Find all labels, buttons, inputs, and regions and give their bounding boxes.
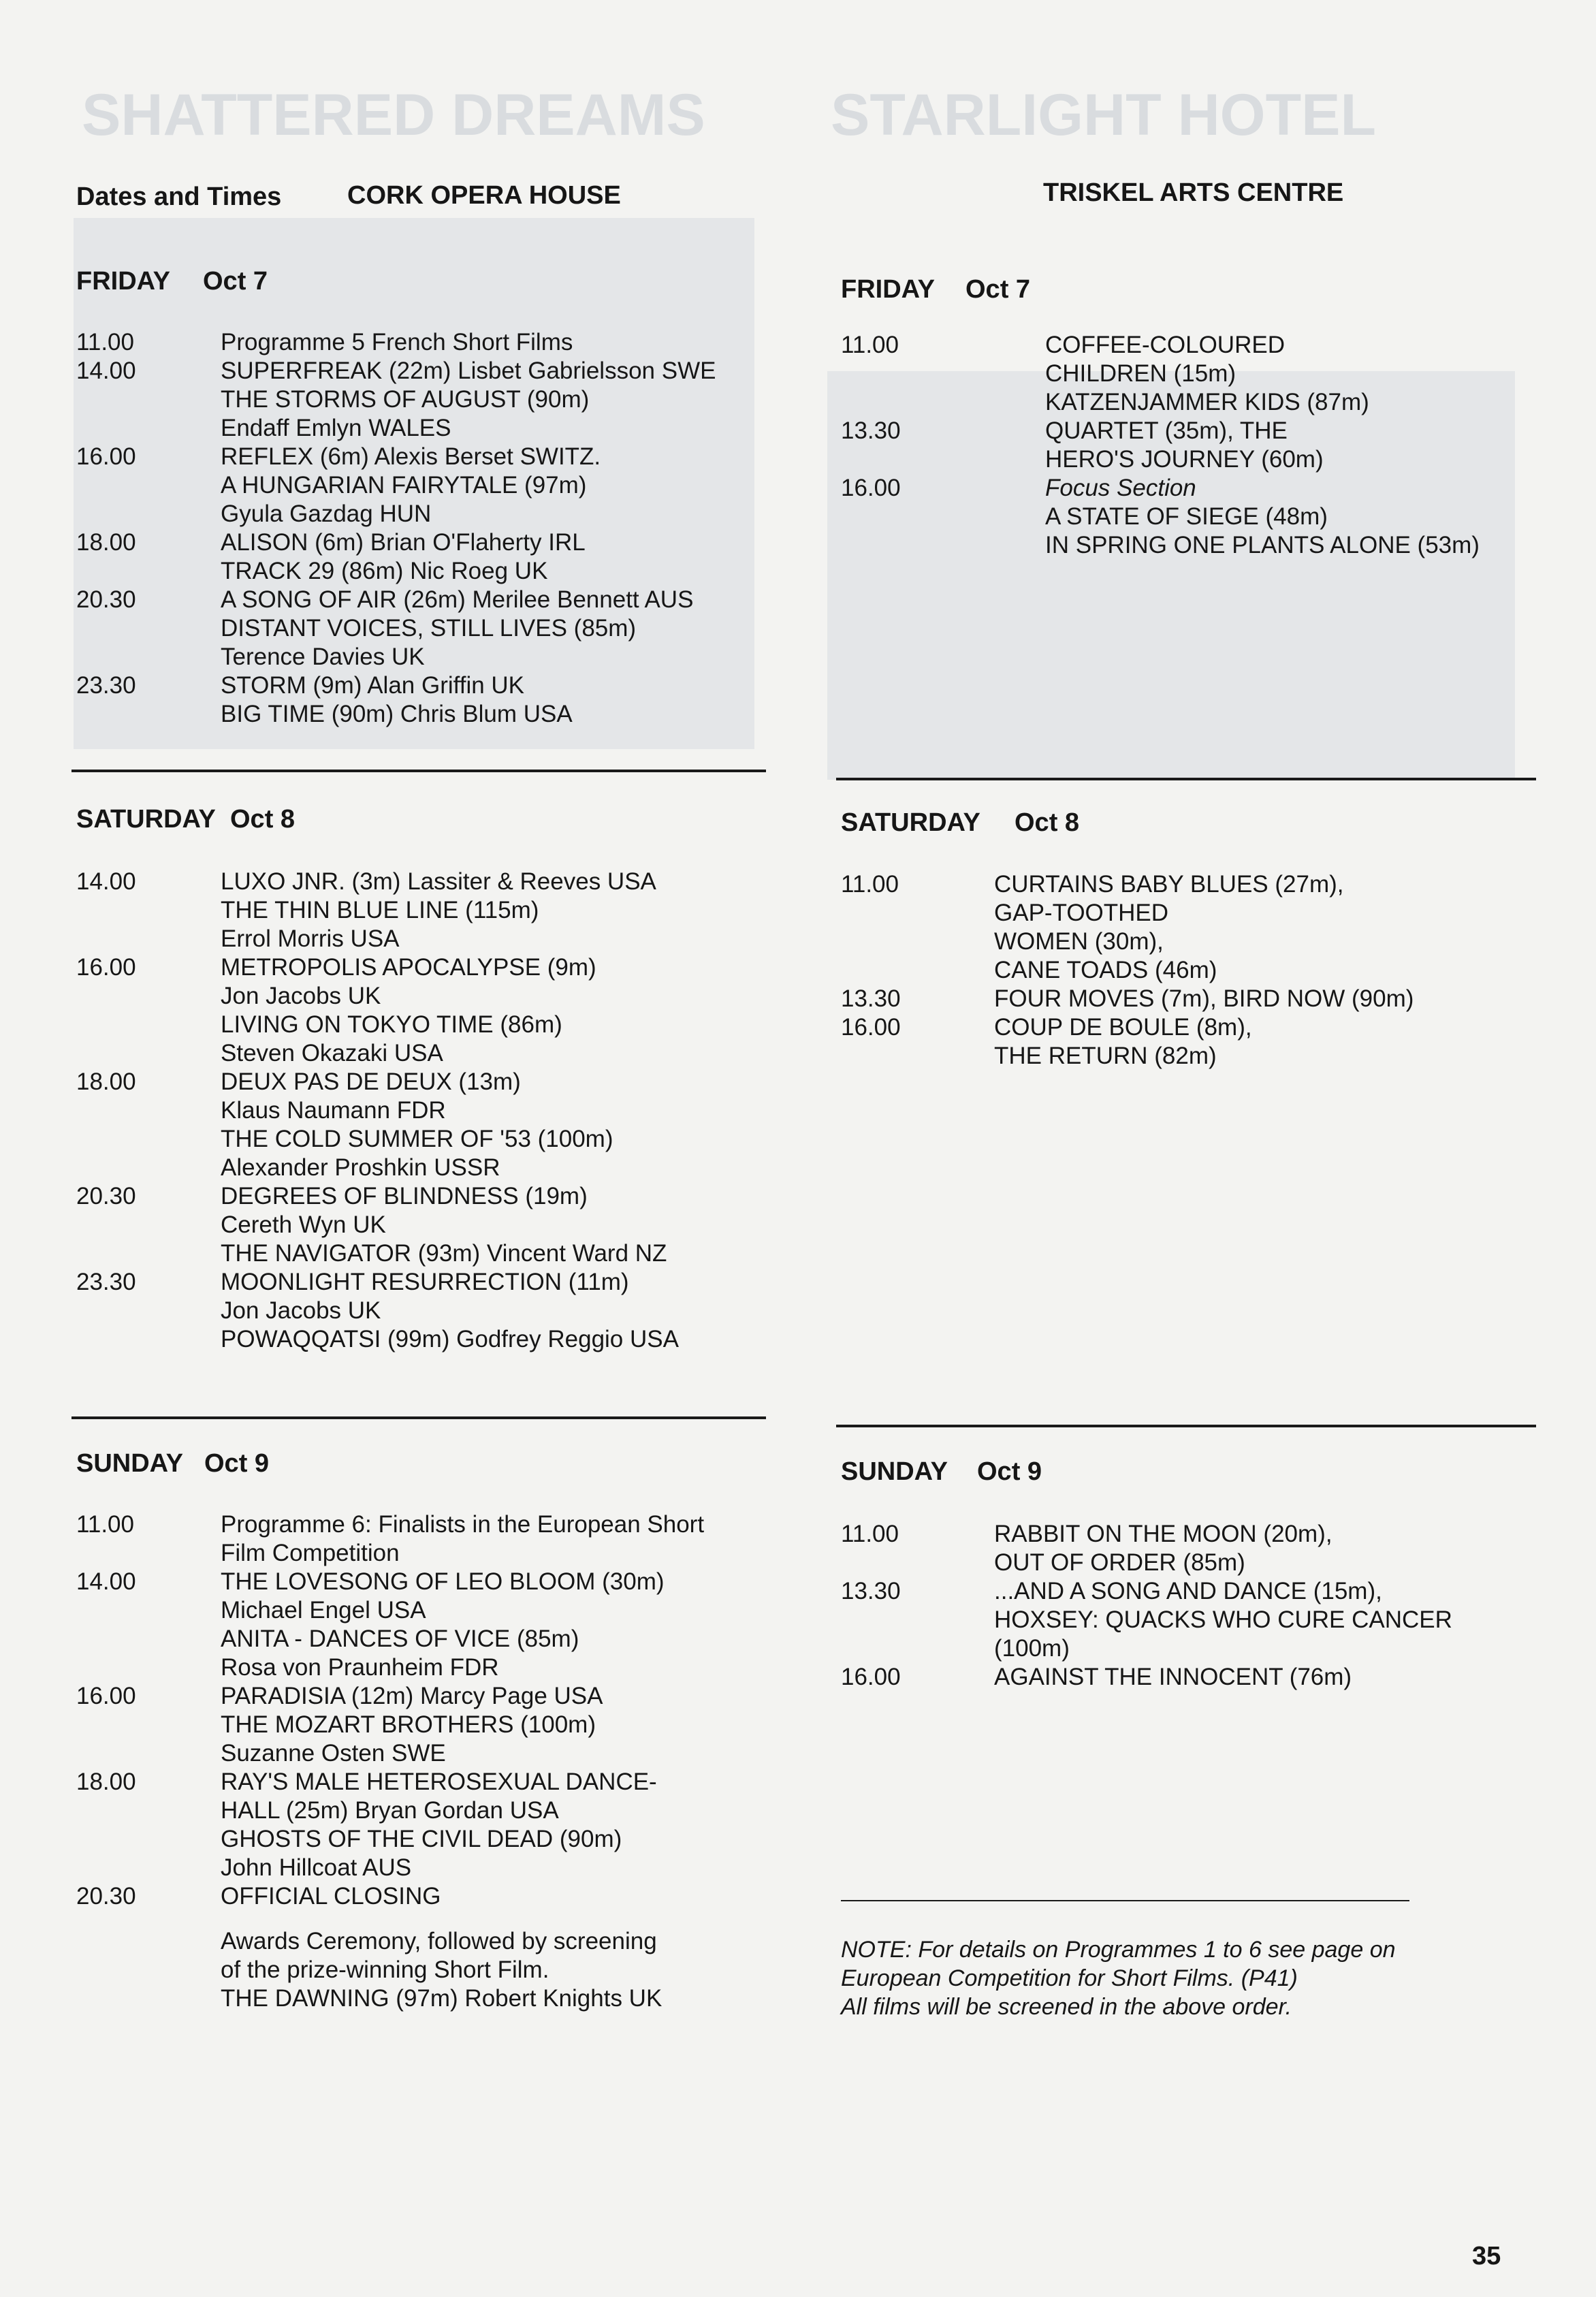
entry-line: THE THIN BLUE LINE (115m) xyxy=(221,897,539,923)
entry-line: THE RETURN (82m) xyxy=(994,1043,1217,1069)
venue-triskel-arts-centre: TRISKEL ARTS CENTRE xyxy=(1043,178,1344,207)
schedule-entry xyxy=(76,1568,757,1682)
schedule-entry xyxy=(76,1068,757,1182)
entry-line: RABBIT ON THE MOON (20m), xyxy=(994,1521,1332,1547)
schedule-entry xyxy=(841,985,1522,1013)
entry-line: Cereth Wyn UK xyxy=(221,1211,386,1238)
entry-line: (100m) xyxy=(994,1635,1070,1662)
entry-line: Rosa von Praunheim FDR xyxy=(221,1654,499,1681)
entry-line: METROPOLIS APOCALYPSE (9m) xyxy=(221,954,596,981)
entry-time: 23.30 xyxy=(76,672,136,699)
entry-line: Steven Okazaki USA xyxy=(221,1040,443,1066)
right-saturday-label: SATURDAY xyxy=(841,808,980,837)
entry-line: TRACK 29 (86m) Nic Roeg UK xyxy=(221,558,548,584)
entry-line: Film Competition xyxy=(221,1540,400,1566)
entry-line: KATZENJAMMER KIDS (87m) xyxy=(1045,389,1369,415)
entry-line: A STATE OF SIEGE (48m) xyxy=(1045,503,1328,530)
entry-line: Alexander Proshkin USSR xyxy=(221,1154,500,1181)
left-sunday-date: Oct 9 xyxy=(204,1449,270,1478)
left-sunday-schedule xyxy=(76,1510,757,2013)
dates-and-times-heading: Dates and Times xyxy=(76,183,282,211)
note-line-2: European Competition for Short Films. (P41) xyxy=(841,1965,1298,1991)
page-number: 35 xyxy=(1472,2242,1501,2270)
bleed-ghost-right: STARLIGHT HOTEL xyxy=(831,82,1377,148)
schedule-entry xyxy=(76,443,757,528)
entry-details xyxy=(994,870,1522,985)
entry-line: ANITA - DANCES OF VICE (85m) xyxy=(221,1626,579,1652)
entry-line: CURTAINS BABY BLUES (27m), xyxy=(994,871,1344,898)
entry-time: 13.30 xyxy=(841,1578,901,1604)
entry-line: MOONLIGHT RESURRECTION (11m) xyxy=(221,1269,629,1295)
entry-line: of the prize-winning Short Film. xyxy=(221,1957,549,1983)
entry-details xyxy=(994,1663,1522,1692)
entry-time: 11.00 xyxy=(841,1521,899,1547)
schedule-entry xyxy=(76,1268,757,1354)
entry-time: 23.30 xyxy=(76,1269,136,1295)
left-saturday-label: SATURDAY xyxy=(76,805,216,834)
entry-line: Klaus Naumann FDR xyxy=(221,1097,446,1124)
schedule-entry xyxy=(76,1768,757,1882)
entry-time: 14.00 xyxy=(76,868,136,895)
schedule-entry xyxy=(841,331,1522,417)
entry-line: LUXO JNR. (3m) Lassiter & Reeves USA xyxy=(221,868,656,895)
entry-details xyxy=(221,357,757,443)
note-divider xyxy=(841,1900,1409,1901)
entry-details xyxy=(221,586,757,671)
entry-time: 16.00 xyxy=(841,475,901,501)
schedule-entry xyxy=(841,1013,1522,1071)
schedule-entry xyxy=(841,1663,1522,1692)
schedule-entry xyxy=(76,953,757,1068)
note-line-1: NOTE: For details on Programmes 1 to 6 see page on xyxy=(841,1937,1396,1963)
entry-details xyxy=(221,868,757,953)
schedule-entry xyxy=(841,417,1522,474)
entry-line: Suzanne Osten SWE xyxy=(221,1740,446,1767)
entry-line: DEUX PAS DE DEUX (13m) xyxy=(221,1068,521,1095)
entry-line: STORM (9m) Alan Griffin UK xyxy=(221,672,525,699)
entry-line: COFFEE-COLOURED xyxy=(1045,332,1285,358)
entry-details xyxy=(221,671,757,729)
entry-line: Jon Jacobs UK xyxy=(221,983,381,1009)
left-saturday-date: Oct 8 xyxy=(230,805,296,834)
left-divider-2 xyxy=(71,1416,766,1419)
entry-details xyxy=(221,1510,757,1568)
schedule-entry xyxy=(76,357,757,443)
entry-time: 11.00 xyxy=(841,871,899,898)
entry-line: AGAINST THE INNOCENT (76m) xyxy=(994,1664,1352,1690)
bleed-ghost-left: SHATTERED DREAMS xyxy=(82,82,705,148)
entry-line: HALL (25m) Bryan Gordan USA xyxy=(221,1797,559,1824)
entry-line: IN SPRING ONE PLANTS ALONE (53m) xyxy=(1045,532,1480,558)
spacer xyxy=(221,1911,757,1927)
entry-line: Gyula Gazdag HUN xyxy=(221,501,432,527)
entry-line: Programme 6: Finalists in the European Short xyxy=(221,1511,705,1538)
entry-details xyxy=(221,328,757,357)
entry-details xyxy=(221,1068,757,1182)
entry-time: 18.00 xyxy=(76,1769,136,1795)
entry-line: HERO'S JOURNEY (60m) xyxy=(1045,446,1324,473)
entry-line: OFFICIAL CLOSING xyxy=(221,1883,441,1910)
entry-line: DISTANT VOICES, STILL LIVES (85m) xyxy=(221,615,637,641)
entry-line: POWAQQATSI (99m) Godfrey Reggio USA xyxy=(221,1326,679,1352)
entry-details xyxy=(221,528,757,586)
entry-time: 20.30 xyxy=(76,586,136,613)
entry-details xyxy=(1045,417,1522,474)
entry-line: REFLEX (6m) Alexis Berset SWITZ. xyxy=(221,443,601,470)
right-divider-1 xyxy=(836,778,1536,780)
entry-line: LIVING ON TOKYO TIME (86m) xyxy=(221,1011,562,1038)
entry-line: WOMEN (30m), xyxy=(994,928,1164,955)
entry-line: Terence Davies UK xyxy=(221,644,425,670)
entry-time: 14.00 xyxy=(76,1568,136,1595)
entry-time: 16.00 xyxy=(841,1664,901,1690)
schedule-entry xyxy=(76,671,757,729)
entry-time: 16.00 xyxy=(841,1014,901,1041)
entry-line: Jon Jacobs UK xyxy=(221,1297,381,1324)
entry-line: Endaff Emlyn WALES xyxy=(221,415,451,441)
right-divider-2 xyxy=(836,1425,1536,1427)
left-friday-schedule xyxy=(76,328,757,729)
entry-details xyxy=(994,1520,1522,1577)
entry-line: Focus Section xyxy=(1045,475,1196,501)
entry-line: CANE TOADS (46m) xyxy=(994,957,1217,983)
entry-time: 18.00 xyxy=(76,529,136,556)
entry-time: 11.00 xyxy=(841,332,899,358)
right-saturday-schedule xyxy=(841,870,1522,1071)
entry-details xyxy=(221,953,757,1068)
entry-line: RAY'S MALE HETEROSEXUAL DANCE- xyxy=(221,1769,657,1795)
entry-line: THE MOZART BROTHERS (100m) xyxy=(221,1711,596,1738)
entry-time: 16.00 xyxy=(76,954,136,981)
entry-line: QUARTET (35m), THE xyxy=(1045,417,1288,444)
entry-time: 16.00 xyxy=(76,1683,136,1709)
entry-time: 20.30 xyxy=(76,1883,136,1910)
note xyxy=(841,1935,1396,2021)
entry-line: THE STORMS OF AUGUST (90m) xyxy=(221,386,590,413)
entry-time: 14.00 xyxy=(76,358,136,384)
right-sunday-schedule xyxy=(841,1520,1522,1692)
entry-time: 11.00 xyxy=(76,1511,134,1538)
entry-line: GAP-TOOTHED xyxy=(994,900,1169,926)
schedule-entry xyxy=(76,1682,757,1768)
entry-line: CHILDREN (15m) xyxy=(1045,360,1236,387)
entry-line: COUP DE BOULE (8m), xyxy=(994,1014,1252,1041)
entry-details xyxy=(221,1568,757,1682)
entry-line: THE COLD SUMMER OF '53 (100m) xyxy=(221,1126,613,1152)
schedule-entry xyxy=(76,328,757,357)
entry-line: Errol Morris USA xyxy=(221,925,400,952)
entry-line: OUT OF ORDER (85m) xyxy=(994,1549,1245,1576)
entry-line: Programme 5 French Short Films xyxy=(221,329,573,355)
entry-line: THE LOVESONG OF LEO BLOOM (30m) xyxy=(221,1568,665,1595)
schedule-entry xyxy=(76,528,757,586)
entry-line: PARADISIA (12m) Marcy Page USA xyxy=(221,1683,603,1709)
entry-line: John Hillcoat AUS xyxy=(221,1854,412,1881)
right-friday-schedule xyxy=(841,331,1522,560)
schedule-entry xyxy=(76,1882,757,2013)
schedule-entry xyxy=(76,1510,757,1568)
right-friday-label: FRIDAY xyxy=(841,275,935,304)
entry-details xyxy=(221,1268,757,1354)
schedule-entry xyxy=(841,1577,1522,1663)
entry-line: Michael Engel USA xyxy=(221,1597,426,1623)
schedule-entry xyxy=(76,1182,757,1268)
entry-details xyxy=(1045,331,1522,417)
schedule-entry xyxy=(841,1520,1522,1577)
entry-line: THE NAVIGATOR (93m) Vincent Ward NZ xyxy=(221,1240,667,1267)
right-friday-date: Oct 7 xyxy=(965,275,1031,304)
entry-line: GHOSTS OF THE CIVIL DEAD (90m) xyxy=(221,1826,622,1852)
entry-details xyxy=(221,443,757,528)
entry-time: 11.00 xyxy=(76,329,134,355)
entry-details xyxy=(1045,474,1522,560)
left-friday-label: FRIDAY xyxy=(76,267,170,296)
entry-details xyxy=(994,1577,1522,1663)
entry-line: FOUR MOVES (7m), BIRD NOW (90m) xyxy=(994,985,1414,1012)
note-line-3: All films will be screened in the above order. xyxy=(841,1994,1292,2020)
right-sunday-date: Oct 9 xyxy=(977,1457,1042,1486)
entry-line: HOXSEY: QUACKS WHO CURE CANCER xyxy=(994,1606,1452,1633)
right-saturday-date: Oct 8 xyxy=(1015,808,1080,837)
schedule-entry xyxy=(76,868,757,953)
entry-time: 16.00 xyxy=(76,443,136,470)
entry-line: A SONG OF AIR (26m) Merilee Bennett AUS xyxy=(221,586,694,613)
entry-line: DEGREES OF BLINDNESS (19m) xyxy=(221,1183,588,1209)
entry-line: ...AND A SONG AND DANCE (15m), xyxy=(994,1578,1382,1604)
entry-details xyxy=(221,1682,757,1768)
entry-details xyxy=(994,1013,1522,1071)
schedule-entry xyxy=(76,586,757,671)
schedule-entry xyxy=(841,870,1522,985)
entry-line: Awards Ceremony, followed by screening xyxy=(221,1928,657,1954)
entry-line: A HUNGARIAN FAIRYTALE (97m) xyxy=(221,472,587,498)
entry-time: 18.00 xyxy=(76,1068,136,1095)
entry-time: 20.30 xyxy=(76,1183,136,1209)
entry-line: THE DAWNING (97m) Robert Knights UK xyxy=(221,1985,663,2012)
left-friday-date: Oct 7 xyxy=(203,267,268,296)
entry-time: 13.30 xyxy=(841,417,901,444)
entry-details xyxy=(221,1182,757,1268)
schedule-entry xyxy=(841,474,1522,560)
venue-cork-opera-house: CORK OPERA HOUSE xyxy=(347,181,621,210)
entry-line: SUPERFREAK (22m) Lisbet Gabrielsson SWE xyxy=(221,358,716,384)
entry-details xyxy=(221,1768,757,1882)
entry-details xyxy=(994,985,1522,1013)
entry-time: 13.30 xyxy=(841,985,901,1012)
entry-details xyxy=(221,1882,757,2013)
left-saturday-schedule xyxy=(76,868,757,1354)
left-sunday-label: SUNDAY xyxy=(76,1449,183,1478)
left-divider-1 xyxy=(71,770,766,772)
entry-line: ALISON (6m) Brian O'Flaherty IRL xyxy=(221,529,586,556)
right-sunday-label: SUNDAY xyxy=(841,1457,948,1486)
entry-line: BIG TIME (90m) Chris Blum USA xyxy=(221,701,573,727)
